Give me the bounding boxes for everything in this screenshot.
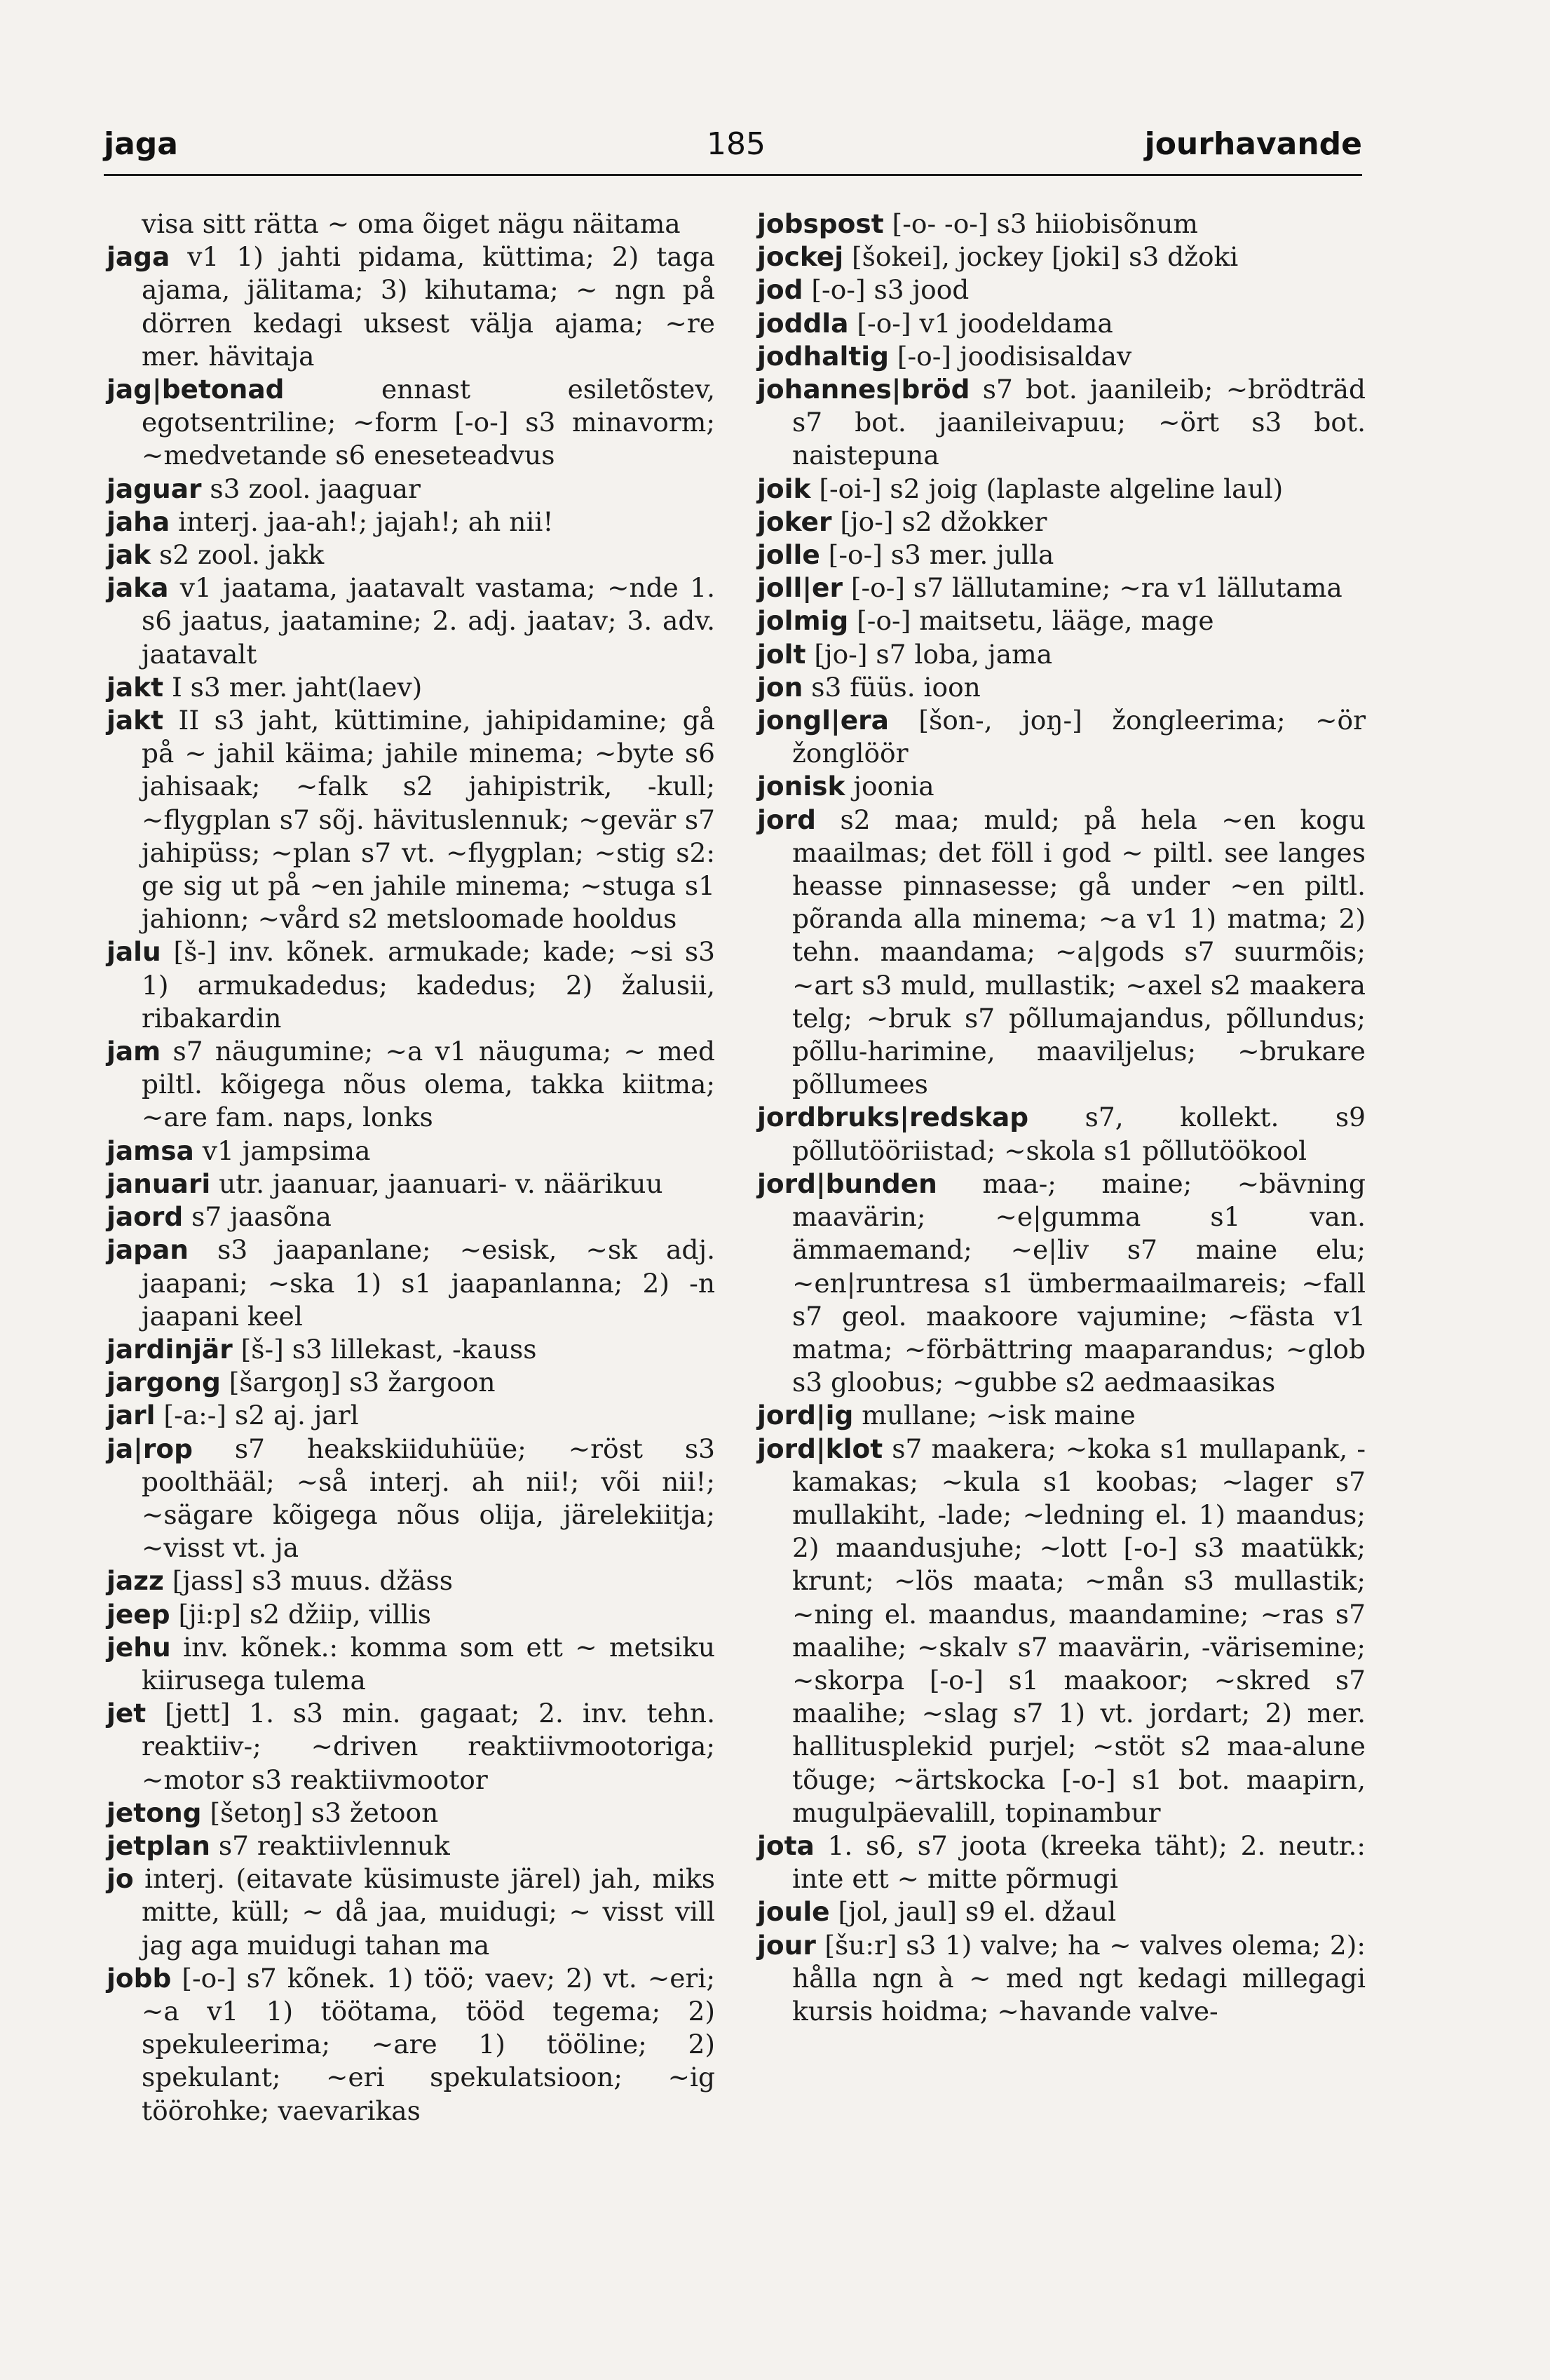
entry-definition: v1 1) jahti pidama, küttima; 2) taga ajama, jälitama; 3) kihutama; ~ ngn på dörren kedagi uksest välja ajama; ~re mer. hävitaja — [142, 241, 715, 372]
entry-definition: v1 jampsima — [193, 1135, 371, 1166]
entry-definition: [šokei], jockey [joki] s3 džoki — [843, 241, 1239, 273]
entry-definition: I s3 mer. jaht(laev) — [163, 671, 423, 703]
dictionary-entry — [757, 241, 1366, 273]
entry-definition: [jo-] s2 džokker — [831, 506, 1047, 537]
entry-headword: jod — [757, 274, 803, 306]
entry-headword: jag|betonad — [107, 374, 285, 405]
dictionary-entry — [757, 1830, 1366, 1895]
entry-headword: jam — [107, 1036, 161, 1067]
entry-definition: s7 näugumine; ~a v1 näuguma; ~ med piltl. kõigega nõus olema, takka kiitma; ~are fam. naps, lonks — [142, 1036, 715, 1133]
dictionary-entry — [757, 208, 1366, 241]
entry-definition: s7 heakskiiduhüüe; ~röst s3 poolthääl; ~så interj. ah nii!; või nii!; ~sägare kõigega nõus olija, järelekiitja; ~visst vt. ja — [142, 1433, 715, 1564]
header-rule — [104, 174, 1362, 176]
entry-headword: jobb — [107, 1962, 172, 1994]
entry-headword: joik — [757, 473, 811, 504]
dictionary-entry — [757, 1168, 1366, 1399]
dictionary-entry — [107, 1564, 715, 1597]
dictionary-entry — [107, 1697, 715, 1797]
entry-definition: interj. (eitavate küsimuste järel) jah, miks mitte, küll; ~ då jaa, muidugi; ~ visst vill jag aga muidugi tahan ma — [133, 1863, 715, 1961]
page-number: 185 — [707, 126, 766, 162]
entry-headword: jardinjär — [107, 1333, 233, 1365]
entry-headword: jaguar — [107, 473, 202, 504]
entry-definition: s7 bot. jaanileib; ~brödträd s7 bot. jaanileivapuu; ~ört s3 bot. naistepuna — [792, 374, 1366, 471]
entry-definition: [jass] s3 muus. džäss — [163, 1565, 453, 1597]
entry-definition: inv. kõnek.: komma som ett ~ metsiku kiirusega tulema — [142, 1631, 715, 1696]
dictionary-entry — [757, 804, 1366, 1102]
left-guide-word: jaga — [104, 126, 178, 162]
entry-headword: joker — [757, 506, 832, 537]
entry-headword: jour — [757, 1929, 816, 1961]
entry-definition: [ji:p] s2 džiip, villis — [170, 1598, 431, 1630]
entry-headword: jakt — [107, 705, 164, 736]
dictionary-entry — [107, 935, 715, 1035]
dictionary-entry — [107, 1830, 715, 1862]
entry-headword: jolmig — [757, 605, 849, 637]
dictionary-entry — [107, 373, 715, 473]
dictionary-entry — [107, 1962, 715, 2128]
entry-definition: interj. jaa-ah!; jajah!; ah nii! — [170, 506, 554, 537]
dictionary-entry — [757, 473, 1366, 506]
entry-headword: jeep — [107, 1598, 170, 1630]
dictionary-entry — [757, 273, 1366, 306]
dictionary-entry — [757, 770, 1366, 803]
entry-headword: jazz — [107, 1565, 164, 1597]
dictionary-entry — [757, 506, 1366, 539]
dictionary-entry — [107, 1797, 715, 1830]
entry-headword: jargong — [107, 1367, 221, 1398]
entry-headword: januari — [107, 1168, 211, 1199]
dictionary-entry — [107, 1433, 715, 1565]
entry-headword: jehu — [107, 1631, 171, 1663]
entry-definition: ennast esiletõstev, egotsentriline; ~form [-o-] s3 minavorm; ~medvetande s6 eneseteadvus — [142, 374, 715, 471]
entry-headword: jobspost — [757, 208, 884, 239]
entry-headword: jongl|era — [757, 705, 889, 736]
entry-definition: [šargoŋ] s3 žargoon — [220, 1367, 496, 1398]
dictionary-entry — [757, 604, 1366, 637]
dictionary-entry — [107, 1631, 715, 1697]
entry-definition: [jett] 1. s3 min. gagaat; 2. inv. tehn. reaktiiv-; ~driven reaktiivmootoriga; ~motor s3 reaktiivmootor — [142, 1698, 715, 1795]
entry-headword: jord — [757, 804, 816, 835]
entry-definition: v1 jaatama, jaatavalt vastama; ~nde 1. s6 jaatus, jaatamine; 2. adj. jaatav; 3. adv. jaatavalt — [142, 572, 715, 670]
dictionary-entry — [107, 1399, 715, 1432]
entry-headword: jetong — [107, 1797, 202, 1828]
dictionary-entry — [757, 1895, 1366, 1928]
entry-definition: [-o-] s7 kõnek. 1) töö; vaev; 2) vt. ~eri; ~a v1 1) töötama, tööd tegema; 2) spekuleerima; ~are 1) tööline; 2) spekulant; ~eri spekulatsioon; ~ig töörohke; vaevarikas — [142, 1962, 715, 2126]
entry-definition: s3 zool. jaaguar — [201, 473, 421, 504]
entry-definition: maa-; maine; ~bävning maavärin; ~e|gumma s1 van. ämmaemand; ~e|liv s7 maine elu; ~en|runtresa s1 ümbermaailmareis; ~fall s7 geol. maakoore vajumine; ~fästa v1 matma; ~förbättring maaparandus; ~glob s3 gloobus; ~gubbe s2 aedmaasikas — [792, 1168, 1366, 1398]
entry-definition: s2 maa; muld; på hela ~en kogu maailmas; det föll i god ~ piltl. see langes heasse pinnasesse; gå under ~en piltl. põranda alla minema; ~a v1 1) matma; 2) tehn. maandama; ~a|gods s7 suurmõis; ~art s3 muld, mullastik; ~axel s2 maakera telg; ~bruk s7 põllumajandus, põllundus; põllu-harimine, maaviljelus; ~brukare põllumees — [792, 804, 1366, 1100]
entry-definition: joonia — [845, 771, 934, 802]
entry-headword: jockej — [757, 241, 844, 273]
entry-definition: s2 zool. jakk — [151, 539, 325, 571]
entry-headword: japan — [107, 1234, 189, 1266]
entry-definition: [š-] inv. kõnek. armukade; kade; ~si s3 1) armukadedus; kadedus; 2) žalusii, ribakardin — [142, 936, 715, 1034]
entry-definition: [šon-, joŋ-] žongleerima; ~ör žonglöör — [792, 705, 1366, 769]
entry-definition: s7 jaasõna — [183, 1201, 332, 1233]
entry-definition: s7, kollekt. s9 põllutööriistad; ~skola s1 põllutöökool — [792, 1102, 1366, 1166]
dictionary-entry — [107, 473, 715, 506]
entry-headword: jord|bunden — [757, 1168, 937, 1199]
entry-definition: [-o- -o-] s3 hiiobisõnum — [883, 208, 1198, 239]
dictionary-entry — [107, 506, 715, 539]
entry-definition: [-o-] s3 mer. julla — [820, 539, 1054, 571]
entry-definition: s3 füüs. ioon — [803, 671, 981, 703]
dictionary-entry — [107, 1862, 715, 1962]
dictionary-entry — [107, 539, 715, 572]
dictionary-entry — [757, 539, 1366, 572]
dictionary-entry — [107, 1233, 715, 1333]
dictionary-entry — [757, 704, 1366, 770]
entry-definition: s7 reaktiivlennuk — [210, 1830, 450, 1861]
entry-definition: [jol, jaul] s9 el. džaul — [829, 1896, 1117, 1928]
dictionary-entry — [107, 1333, 715, 1366]
dictionary-entry — [757, 1929, 1366, 2029]
entry-headword: jo — [107, 1863, 134, 1895]
entry-definition: [-o-] maitsetu, lääge, mage — [848, 605, 1214, 637]
page-header — [0, 0, 1550, 182]
entry-headword: joll|er — [757, 572, 843, 604]
entry-definition: visa sitt rätta ~ oma õiget nägu näitama — [142, 208, 681, 239]
entry-headword: jalu — [107, 936, 161, 968]
entry-definition: s3 jaapanlane; ~esisk, ~sk adj. jaapani; ~ska 1) s1 jaapanlanna; 2) -n jaapani keel — [142, 1234, 715, 1332]
dictionary-entry — [107, 1366, 715, 1399]
dictionary-entry — [757, 671, 1366, 704]
entry-definition: [-o-] s7 lällutamine; ~ra v1 lällutama — [842, 572, 1342, 604]
entry-headword: joddla — [757, 307, 849, 339]
entry-definition: [š-] s3 lillekast, -kauss — [232, 1333, 537, 1365]
dictionary-entry — [757, 373, 1366, 473]
entry-headword: ja|rop — [107, 1433, 193, 1464]
entry-headword: jord|ig — [757, 1400, 854, 1431]
entry-headword: joule — [757, 1896, 830, 1928]
entry-headword: jon — [757, 671, 803, 703]
entry-headword: jodhaltig — [757, 340, 889, 372]
entry-headword: jarl — [107, 1400, 156, 1431]
entry-definition: II s3 jaht, küttimine, jahipidamine; gå på ~ jahil käima; jahile minema; ~byte s6 jahisaak; ~falk s2 jahipistrik, -kull; ~flygplan s7 sõj. hävituslennuk; ~gevär s7 jahipüss; ~plan s7 vt. ~flygplan; ~stig s2: ge sig ut på ~en jahile minema; ~stuga s1 jahionn; ~vård s2 metsloomade hooldus — [142, 705, 715, 935]
entry-headword: jordbruks|redskap — [757, 1102, 1029, 1133]
dictionary-entry — [107, 1598, 715, 1631]
entry-headword: jet — [107, 1698, 147, 1729]
dictionary-entry — [107, 208, 715, 241]
entry-definition: [-o-] v1 joodeldama — [848, 307, 1113, 339]
entry-headword: jolle — [757, 539, 820, 571]
right-column — [757, 208, 1366, 2028]
entry-headword: jota — [757, 1830, 815, 1861]
dictionary-entry — [757, 1433, 1366, 1830]
entry-headword: jaga — [107, 241, 170, 273]
dictionary-entry — [107, 241, 715, 373]
entry-headword: jaha — [107, 506, 170, 537]
entry-definition: utr. jaanuar, jaanuari- v. näärikuu — [210, 1168, 663, 1199]
dictionary-entry — [757, 638, 1366, 671]
entry-definition: s7 maakera; ~koka s1 mullapank, -kamakas; ~kula s1 koobas; ~lager s7 mullakiht, -lade; ~ledning el. 1) maandus; 2) maandusjuhe; ~lott [-o-] s3 maatükk; krunt; ~lös maata; ~mån s3 mullastik; ~ning el. maandus, maandamine; ~ras s7 maalihe; ~skalv s7 maavärin, -värisemine; ~skorpa [-o-] s1 maakoor; ~skred s7 maalihe; ~slag s7 1) vt. jordart; 2) mer. hallitusplekid purjel; ~stöt s2 maa-alune tõuge; ~ärtskocka [-o-] s1 bot. maapirn, mugulpäevalill, topinambur — [792, 1433, 1366, 1828]
entry-definition: [-oi-] s2 joig (laplaste algeline laul) — [810, 473, 1284, 504]
entry-headword: jolt — [757, 638, 806, 670]
entry-definition: [jo-] s7 loba, jama — [805, 638, 1053, 670]
dictionary-entry — [107, 671, 715, 704]
right-guide-word: jourhavande — [1144, 126, 1362, 162]
left-column — [107, 208, 715, 2128]
entry-headword: jaord — [107, 1201, 184, 1233]
entry-headword: jamsa — [107, 1135, 194, 1166]
dictionary-entry — [757, 307, 1366, 340]
entry-definition: [-o-] joodisisaldav — [888, 340, 1132, 372]
entry-headword: jaka — [107, 572, 169, 604]
entry-definition: [-a:-] s2 aj. jarl — [155, 1400, 359, 1431]
dictionary-entry — [107, 1168, 715, 1201]
entry-definition: [-o-] s3 jood — [803, 274, 970, 306]
entry-headword: jonisk — [757, 771, 845, 802]
dictionary-entry — [107, 1201, 715, 1233]
dictionary-entry — [107, 1035, 715, 1135]
entry-headword: jord|klot — [757, 1433, 883, 1464]
entry-headword: jak — [107, 539, 151, 571]
entry-headword: johannes|bröd — [757, 374, 970, 405]
dictionary-entry — [757, 572, 1366, 604]
entry-definition: 1. s6, s7 joota (kreeka täht); 2. neutr.: inte ett ~ mitte põrmugi — [792, 1830, 1366, 1895]
dictionary-entry — [107, 704, 715, 935]
dictionary-entry — [757, 1101, 1366, 1167]
dictionary-entry — [107, 1135, 715, 1168]
dictionary-entry — [107, 572, 715, 671]
entry-definition: [šetoŋ] s3 žetoon — [201, 1797, 439, 1828]
entry-definition: mullane; ~isk maine — [853, 1400, 1136, 1431]
entry-headword: jetplan — [107, 1830, 210, 1861]
dictionary-entry — [757, 340, 1366, 373]
entry-definition: [šu:r] s3 1) valve; ha ~ valves olema; 2): hålla ngn à ~ med ngt kedagi millegagi kursis hoidma; ~havande valve- — [792, 1929, 1366, 2027]
dictionary-entry — [757, 1399, 1366, 1432]
entry-headword: jakt — [107, 671, 164, 703]
